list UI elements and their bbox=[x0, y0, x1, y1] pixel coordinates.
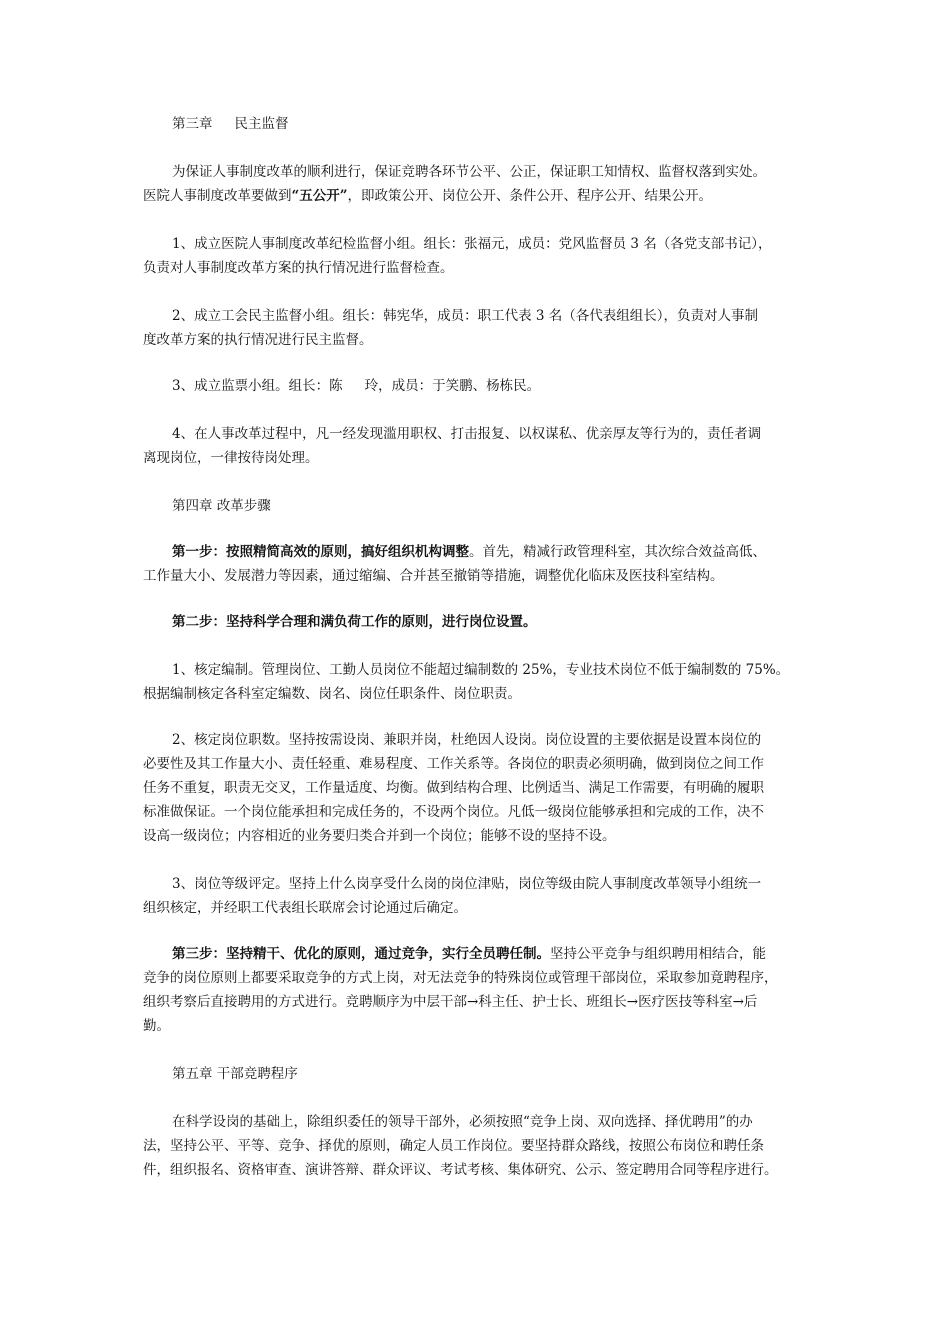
paragraph-line: 任务不重复，职责无交叉，工作量适度、均衡。做到结构合理、比例适当、满足工作需要，有明确的履职 bbox=[143, 780, 764, 796]
paragraph-line: 竞争的岗位原则上都要采取竞争的方式上岗，对无法竞争的特殊岗位或管理干部岗位，采取参加竟聘程序， bbox=[143, 970, 778, 986]
text-run: 玲，成员：于笑鹏、杨栋民。 bbox=[364, 378, 541, 394]
chapter3-item-3 bbox=[143, 374, 823, 398]
chapter3-item-1 bbox=[143, 232, 823, 280]
chapter4-item-2 bbox=[143, 728, 823, 848]
chapter4-step-1 bbox=[143, 540, 823, 588]
text-run: ，即政策公开、岗位公开、条件公开、程序公开、结果公开。 bbox=[347, 188, 713, 204]
paragraph-line: 4、在人事改革过程中，凡一经发现滥用职权、打击报复、以权谋私、优亲厚友等行为的，责任者调 bbox=[172, 426, 762, 442]
paragraph-line: 度改革方案的执行情况进行民主监督。 bbox=[143, 332, 373, 348]
paragraph-line: 根据编制核定各科室定编数、岗名、岗位任职条件、岗位职责。 bbox=[143, 686, 521, 702]
paragraph-line: 为保证人事制度改革的顺利进行，保证竞聘各环节公平、公正，保证职工知情权、监督权落到实处。 bbox=[172, 164, 766, 180]
paragraph-line: 工作量大小、发展潜力等因素，通过缩编、合并甚至撤销等措施，调整优化临床及医技科室结构。 bbox=[143, 568, 724, 584]
chapter4-step-3 bbox=[143, 942, 823, 1038]
paragraph-line: 3、岗位等级评定。坚持上什么岗享受什么岗的岗位津贴，岗位等级由院人事制度改革领导小组统一 bbox=[172, 876, 762, 892]
paragraph-line: 组织考察后直接聘用的方式进行。竞聘顺序为中层干部→科主任、护士长、班组长→医疗医技等科室→后 bbox=[143, 994, 758, 1010]
paragraph-line: 组织核定，并经职工代表组长联席会讨论通过后确定。 bbox=[143, 900, 467, 916]
paragraph-line: 1、成立医院人事制度改革纪检监督小组。组长：张福元，成员：党风监督员 3 名（各党支部书记）， bbox=[172, 236, 772, 252]
chapter4-step-2 bbox=[143, 610, 823, 634]
paragraph-line: 法，坚持公平、平等、竞争、择优的原则，确定人员工作岗位。要坚持群众路线，按照公布岗位和聘任条 bbox=[143, 1138, 764, 1154]
bold-text-run: 第二步：坚持科学合理和满负荷工作的原则，进行岗位设置。 bbox=[172, 614, 537, 630]
paragraph-line bbox=[143, 374, 823, 398]
chapter3-item-2 bbox=[143, 304, 823, 352]
chapter5-paragraph bbox=[143, 1110, 823, 1182]
paragraph-line: 在科学设岗的基础上，除组织委任的领导干部外，必须按照“竞争上岗、双向选择、择优聘用”的办 bbox=[172, 1114, 753, 1130]
chapter3-intro-paragraph bbox=[143, 160, 823, 208]
chapter5-heading: 第五章 干部竞聘程序 bbox=[172, 1066, 298, 1082]
paragraph-line: 负责对人事制度改革方案的执行情况进行监督检查。 bbox=[143, 260, 454, 276]
bold-text-run: 第三步：坚持精干、优化的原则，通过竞争，实行全员聘任制。 bbox=[172, 946, 550, 962]
paragraph-line: 件，组织报名、资格审查、演讲答辩、群众评议、考试考核、集体研究、公示、签定聘用合同等程序进行。 bbox=[143, 1162, 778, 1178]
bold-text-run: 第一步：按照精简高效的原则，搞好组织机构调整 bbox=[172, 544, 469, 560]
paragraph-line bbox=[143, 942, 823, 966]
paragraph-line: 设高一级岗位；内容相近的业务要归类合并到一个岗位；能够不设的坚持不设。 bbox=[143, 828, 616, 844]
chapter4-item-1 bbox=[143, 658, 823, 706]
paragraph-line bbox=[143, 184, 823, 208]
paragraph-line bbox=[143, 610, 823, 634]
chapter3-number: 第三章 bbox=[172, 116, 213, 132]
paragraph-line bbox=[143, 540, 823, 564]
text-run: 医院人事制度改革要做到 bbox=[143, 188, 292, 204]
chapter4-item-3 bbox=[143, 872, 823, 920]
text-run: 3、成立监票小组。组长：陈 bbox=[172, 378, 343, 394]
chapter3-name: 民主监督 bbox=[234, 116, 289, 132]
paragraph-line: 必要性及其工作量大小、责任轻重、难易程度、工作关系等。各岗位的职责必须明确，做到岗位之间工作 bbox=[143, 756, 764, 772]
paragraph-line: 勤。 bbox=[143, 1018, 170, 1034]
paragraph-line: 2、核定岗位职数。坚持按需设岗、兼职并岗，杜绝因人设岗。岗位设置的主要依据是设置本岗位的 bbox=[172, 732, 762, 748]
text-run: 。首先，精减行政管理科室，其次综合效益高低、 bbox=[469, 544, 766, 560]
paragraph-line: 2、成立工会民主监督小组。组长：韩宪华，成员：职工代表 3 名（各代表组组长），负责对人事制 bbox=[172, 308, 759, 324]
chapter3-heading bbox=[172, 112, 852, 136]
paragraph-line: 标准做保证。一个岗位能承担和完成任务的，不设两个岗位。凡低一级岗位能够承担和完成的工作，决不 bbox=[143, 804, 764, 820]
bold-text-run: “五公开” bbox=[291, 188, 348, 204]
paragraph-line: 离现岗位，一律按待岗处理。 bbox=[143, 450, 319, 466]
chapter4-heading: 第四章 改革步骤 bbox=[172, 498, 271, 514]
text-run: 坚持公平竞争与组织聘用相结合，能 bbox=[550, 946, 766, 962]
paragraph-line: 1、核定编制。管理岗位、工勤人员岗位不能超过编制数的 25%，专业技术岗位不低于编制数的 75%。 bbox=[172, 662, 790, 678]
chapter3-item-4 bbox=[143, 422, 823, 470]
